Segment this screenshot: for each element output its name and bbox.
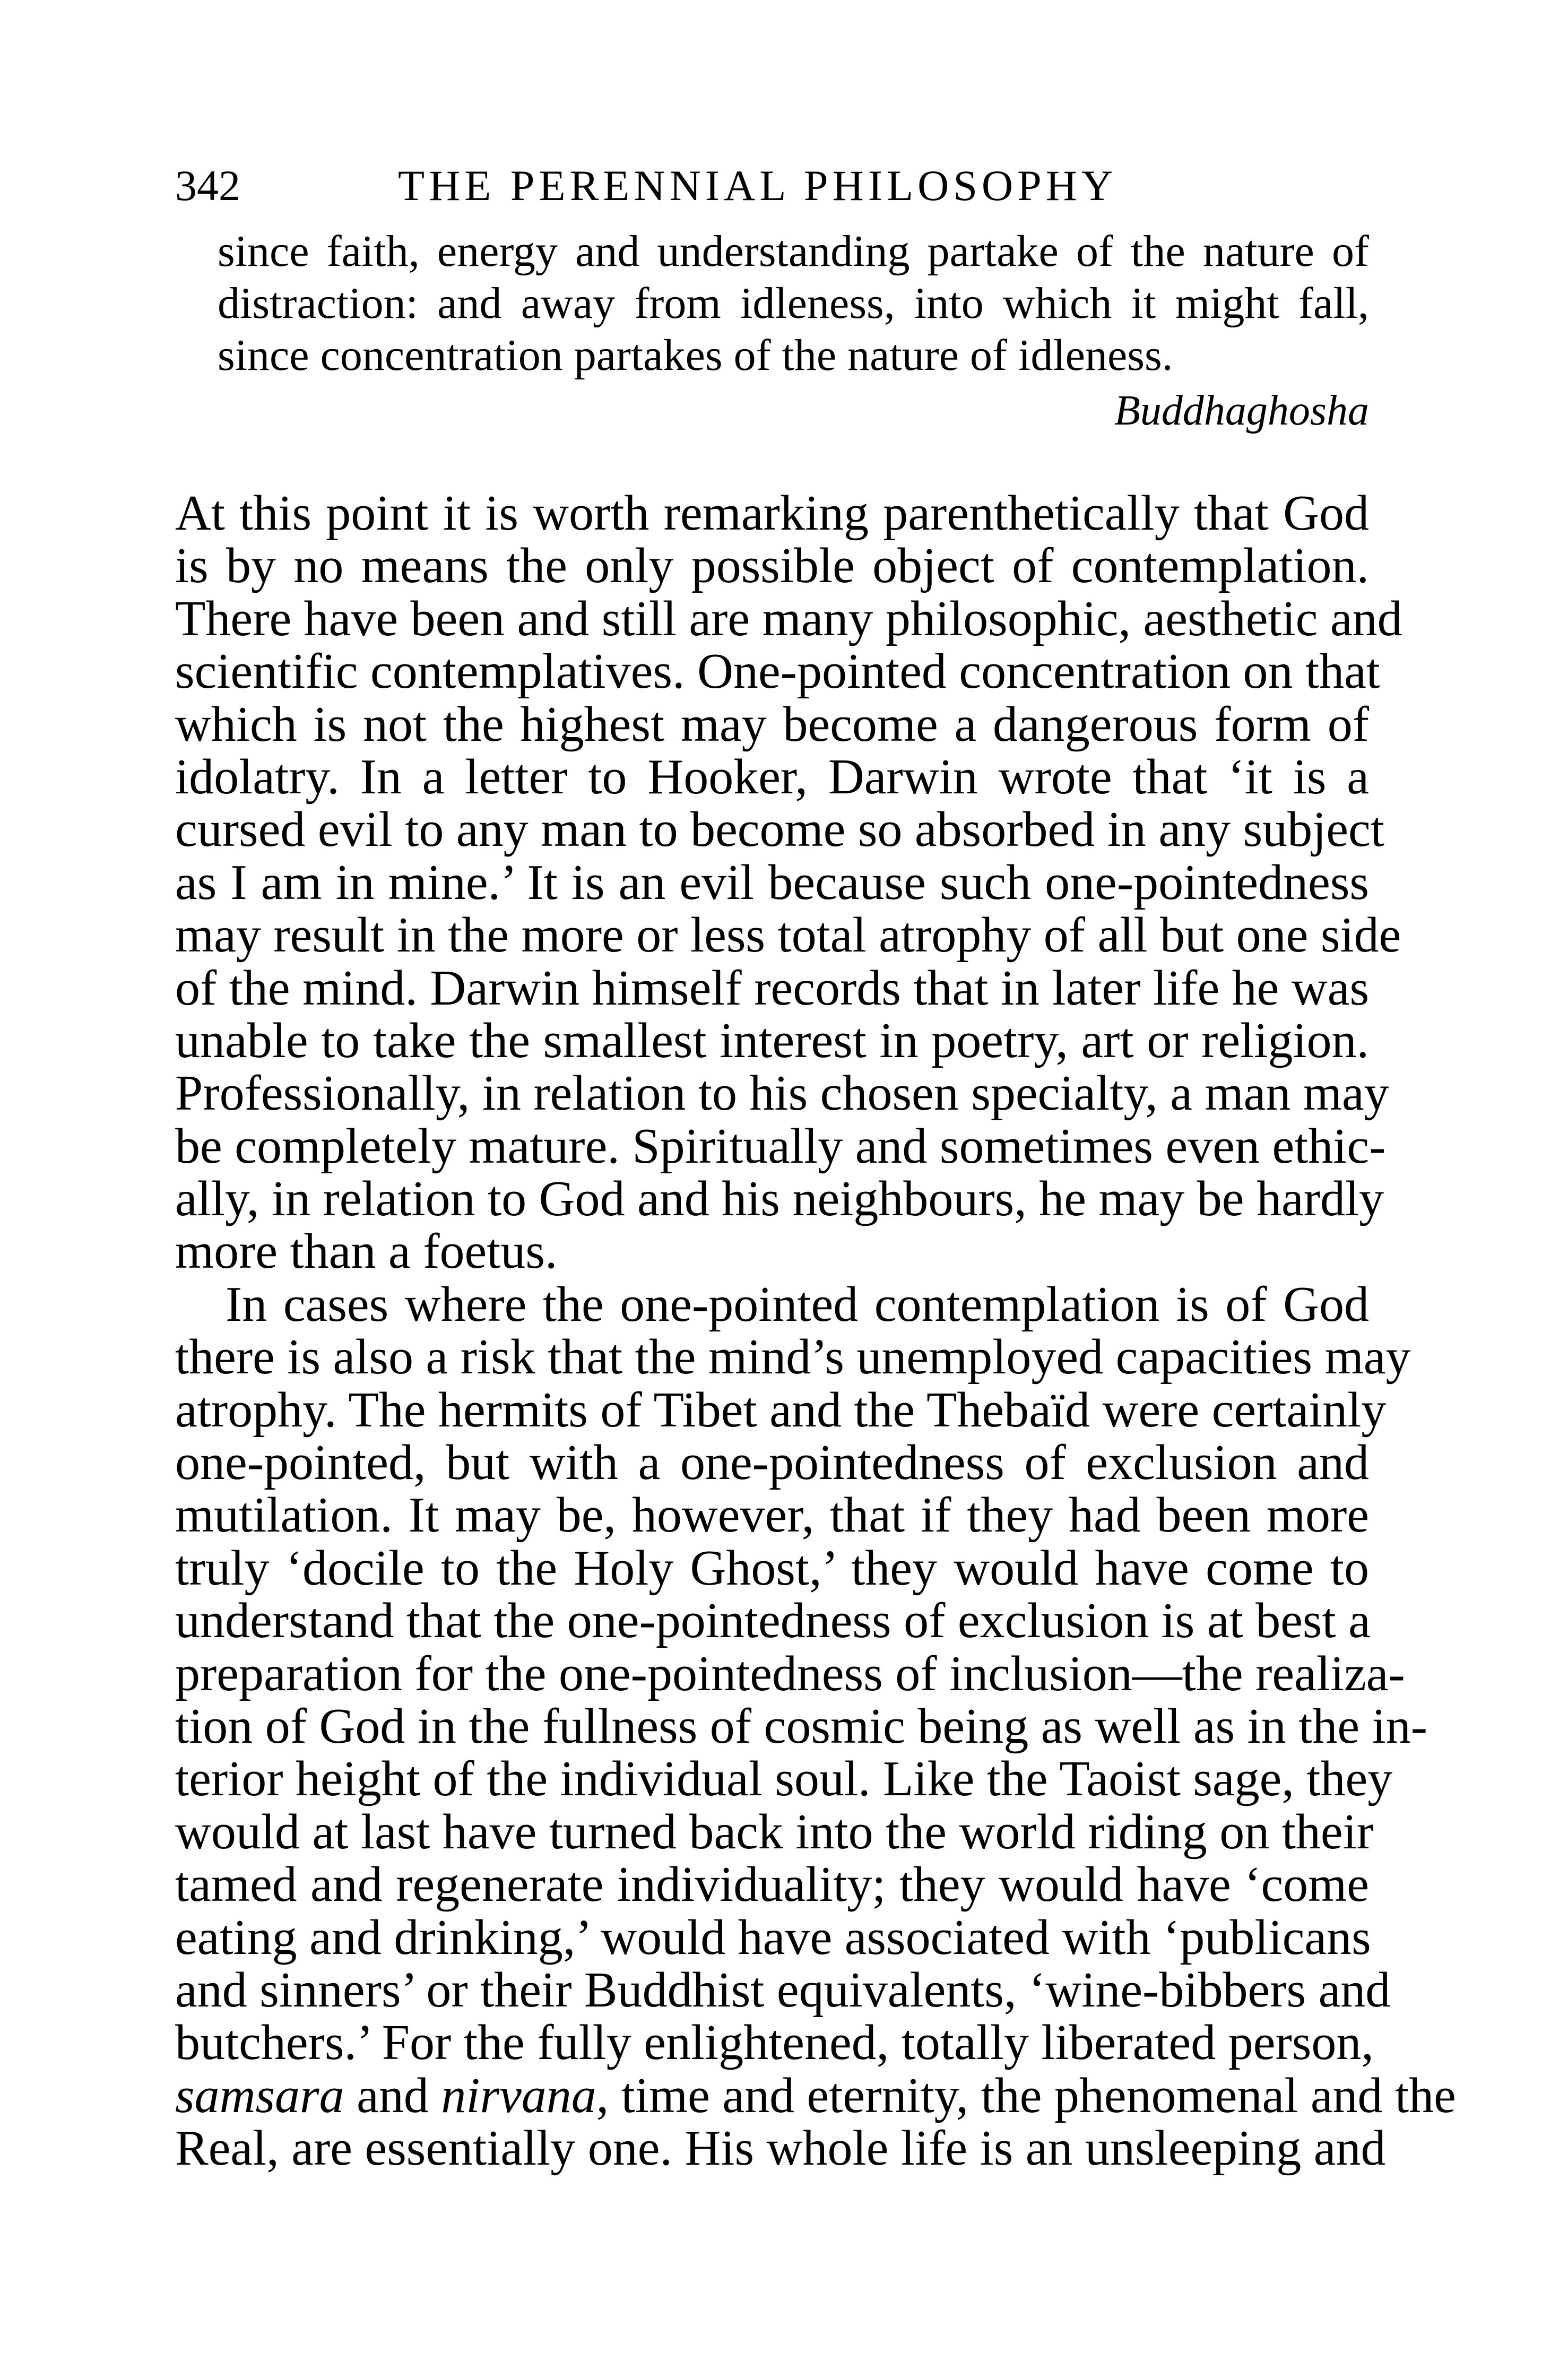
text-line: ally, in relation to God and his neighbours, he may be hardly bbox=[175, 1171, 1384, 1227]
text-line: mutilation. It may be, however, that if they had been more bbox=[175, 1487, 1369, 1543]
text-line: may result in the more or less total atrophy of all but one side bbox=[175, 907, 1401, 963]
text-line: there is also a risk that the mind’s unemployed capacities may bbox=[175, 1329, 1411, 1385]
text-line: tamed and regenerate individuality; they would have ‘come bbox=[175, 1857, 1369, 1913]
text-line: preparation for the one-pointedness of inclusion—the realiza- bbox=[175, 1646, 1405, 1701]
text-line: At this point it is worth remarking parenthetically that God bbox=[175, 486, 1369, 541]
text-line: scientific contemplatives. One-pointed concentration on that bbox=[175, 644, 1380, 699]
text-line: idolatry. In a letter to Hooker, Darwin wrote that ‘it is a bbox=[175, 749, 1369, 805]
text-line: truly ‘docile to the Holy Ghost,’ they would have come to bbox=[175, 1540, 1369, 1596]
paragraph-2 bbox=[175, 1276, 1456, 2176]
text-line: Professionally, in relation to his chosen specialty, a man may bbox=[175, 1066, 1389, 1121]
quote-line: since faith, energy and understanding partake of the nature of bbox=[218, 227, 1369, 276]
text-line: of the mind. Darwin himself records that in later life he was bbox=[175, 960, 1370, 1016]
text-line: terior height of the individual soul. Like the Taoist sage, they bbox=[175, 1751, 1393, 1807]
text-line: is by no means the only possible object of contemplation. bbox=[175, 538, 1369, 594]
text-line: cursed evil to any man to become so absorbed in any subject bbox=[175, 802, 1384, 858]
page-number: 342 bbox=[175, 161, 240, 210]
text-line: butchers.’ For the fully enlightened, totally liberated person, bbox=[175, 2015, 1374, 2071]
text-fragment: and bbox=[344, 2068, 441, 2123]
paragraph-1 bbox=[175, 486, 1402, 1279]
text-line: In cases where the one-pointed contemplation is of God bbox=[226, 1276, 1369, 1332]
running-head bbox=[175, 154, 1396, 218]
text-line: and sinners’ or their Buddhist equivalents, ‘wine-bibbers and bbox=[175, 1962, 1391, 2018]
text-line: eating and drinking,’ would have associated with ‘publicans bbox=[175, 1909, 1371, 1965]
quote-attribution: Buddhaghosha bbox=[1114, 387, 1369, 434]
block-quote bbox=[218, 226, 1369, 437]
text-line: There have been and still are many philosophic, aesthetic and bbox=[175, 591, 1402, 646]
text-line: unable to take the smallest interest in poetry, art or religion. bbox=[175, 1013, 1369, 1068]
text-line: more than a foetus. bbox=[175, 1224, 558, 1279]
running-title: THE PERENNIAL PHILOSOPHY bbox=[398, 161, 1117, 210]
text-line: which is not the highest may become a dangerous form of bbox=[175, 696, 1369, 752]
text-line-with-italics bbox=[175, 2068, 1456, 2123]
italic-term-nirvana: nirvana bbox=[441, 2068, 596, 2123]
quote-line: distraction: and away from idleness, into which it might fall, bbox=[218, 279, 1369, 328]
text-line: atrophy. The hermits of Tibet and the Thebaïd were certainly bbox=[175, 1382, 1387, 1438]
text-line: be completely mature. Spiritually and sometimes even ethic- bbox=[175, 1118, 1386, 1174]
text-line: one-pointed, but with a one-pointedness of exclusion and bbox=[175, 1435, 1369, 1491]
text-line: Real, are essentially one. His whole life is an unsleeping and bbox=[175, 2121, 1386, 2176]
quote-line: since concentration partakes of the nature of idleness. bbox=[218, 331, 1173, 380]
body-text bbox=[175, 486, 1456, 2176]
text-fragment: , time and eternity, the phenomenal and the bbox=[596, 2068, 1456, 2123]
text-line: as I am in mine.’ It is an evil because such one-pointedness bbox=[175, 854, 1369, 910]
text-line: would at last have turned back into the world riding on their bbox=[175, 1804, 1374, 1859]
text-line: tion of God in the fullness of cosmic being as well as in the in- bbox=[175, 1698, 1428, 1754]
text-line: understand that the one-pointedness of exclusion is at best a bbox=[175, 1593, 1371, 1649]
italic-term-samsara: samsara bbox=[175, 2068, 344, 2123]
